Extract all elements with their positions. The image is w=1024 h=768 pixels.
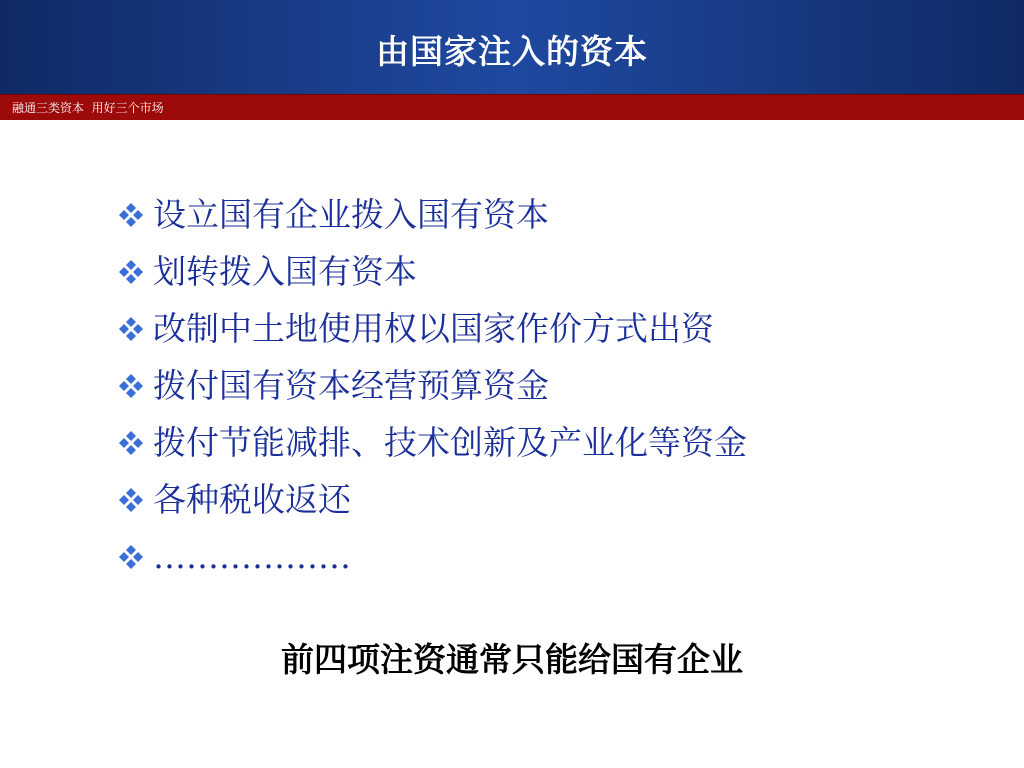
- bullet-text: 拨付节能减排、技术创新及产业化等资金: [153, 422, 747, 462]
- subtitle-bar-text: 融通三类资本 用好三个市场: [12, 101, 164, 115]
- bullet-item: [116, 357, 747, 414]
- diamond-quad-icon: [116, 314, 146, 344]
- diamond-quad-icon: [116, 485, 146, 515]
- diamond-quad-icon: [116, 200, 146, 230]
- bullet-item: [116, 186, 747, 243]
- bullet-text: 划转拨入国有资本: [153, 251, 417, 291]
- slide-title: 由国家注入的资本: [376, 32, 648, 71]
- bullet-text: 设立国有企业拨入国有资本: [153, 194, 549, 234]
- bullet-text: 各种税收返还: [153, 479, 351, 519]
- diamond-quad-icon: [116, 371, 146, 401]
- slide-header: [0, 0, 1024, 94]
- bullet-text: 拨付国有资本经营预算资金: [153, 365, 549, 405]
- bullet-list: [116, 186, 747, 585]
- diamond-quad-icon: [116, 257, 146, 287]
- bullet-item: [116, 528, 747, 585]
- footnote: 前四项注资通常只能给国有企业: [281, 640, 743, 679]
- diamond-quad-icon: [116, 542, 146, 572]
- bullet-item: [116, 243, 747, 300]
- bullet-item: [116, 300, 747, 357]
- bullet-item: [116, 414, 747, 471]
- bullet-text: 改制中土地使用权以国家作价方式出资: [153, 308, 714, 348]
- bullet-text: ………………: [153, 536, 351, 576]
- subtitle-bar: [0, 94, 1024, 120]
- diamond-quad-icon: [116, 428, 146, 458]
- bullet-item: [116, 471, 747, 528]
